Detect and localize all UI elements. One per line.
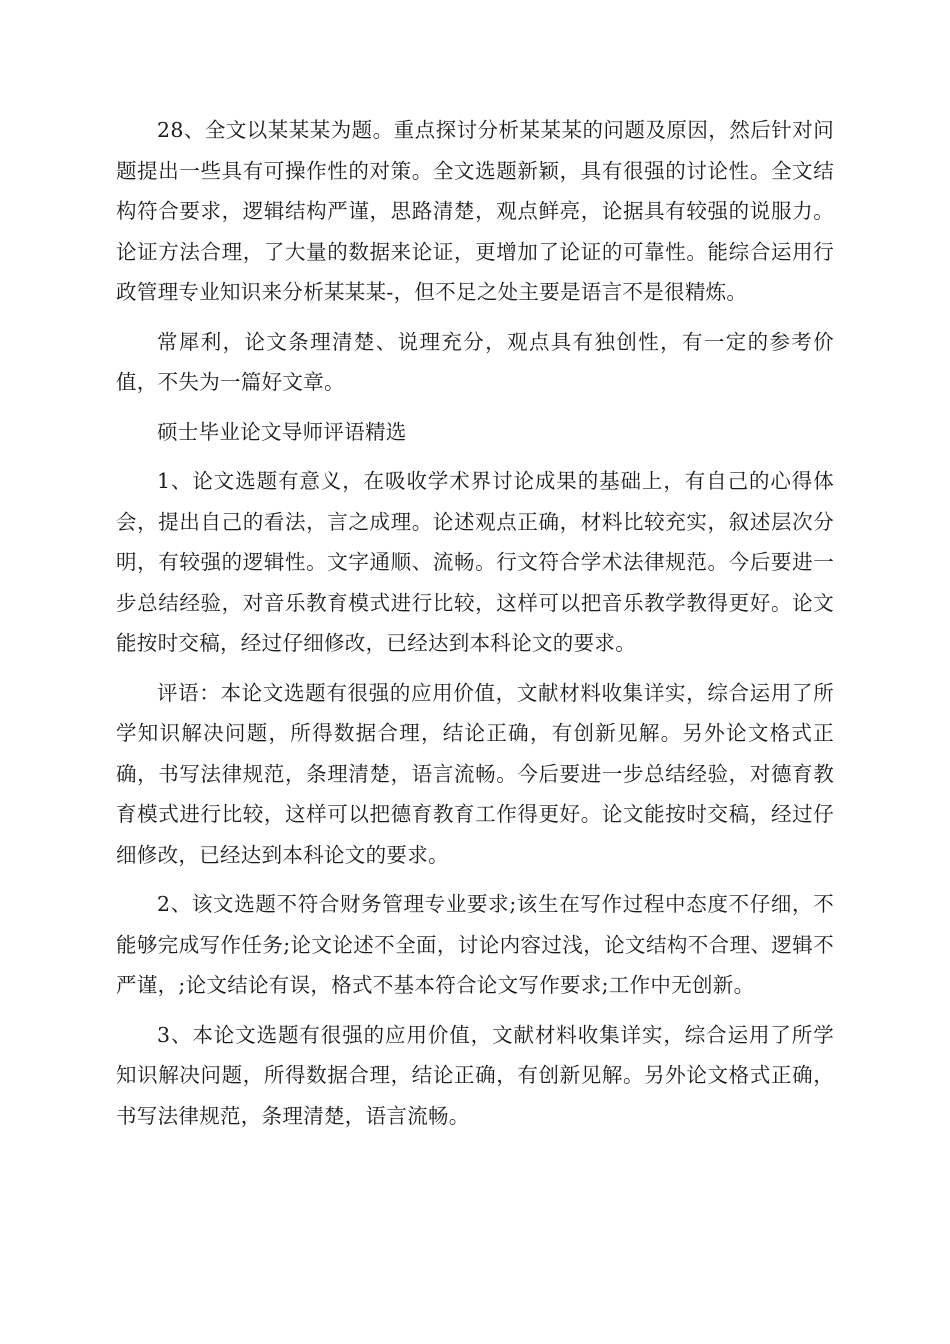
paragraph-evaluation-3: 3、本论文选题有很强的应用价值，文献材料收集详实，综合运用了所学知识解决问题，所得数据合理，结论正确，有创新见解。另外论文格式正确，书写法律规范，条理清楚，语言流畅。	[116, 1022, 834, 1128]
paragraph-evaluation-1: 1、论文选题有意义，在吸收学术界讨论成果的基础上，有自己的心得体会，提出自己的看法，言之成理。论述观点正确，材料比较充实，叙述层次分明，有较强的逻辑性。文字通顺、流畅。行文符合学术法律规范。今后要进一步总结经验，对音乐教育模式进行比较，这样可以把音乐教学教得更好。论文能按时交稿，经过仔细修改，已经达到本科论文的要求。	[116, 469, 834, 655]
document-body	[116, 110, 834, 1145]
paragraph-evaluation-28: 28、全文以某某某为题。重点探讨分析某某某的问题及原因，然后针对问题提出一些具有可操作性的对策。全文选题新颖，具有很强的讨论性。全文结构符合要求，逻辑结构严谨，思路清楚，观点鲜亮，论据具有较强的说服力。论证方法合理，了大量的数据来论证，更增加了论证的可靠性。能综合运用行政管理专业知识来分析某某某-，但不足之处主要是语言不是很精炼。	[116, 118, 834, 304]
section-heading: 硕士毕业论文导师评语精选	[157, 419, 407, 444]
paragraph-evaluation-2: 2、该文选题不符合财务管理专业要求;该生在写作过程中态度不仔细，不能够完成写作任务;论文论述不全面，讨论内容过浅，论文结构不合理、逻辑不严谨，;论文结论有误，格式不基本符合论文写作要求;工作中无创新。	[116, 892, 834, 997]
paragraph-evaluation-comment: 评语：本论文选题有很强的应用价值，文献材料收集详实，综合运用了所学知识解决问题，所得数据合理，结论正确，有创新见解。另外论文格式正确，书写法律规范，条理清楚，语言流畅。今后要进一步总结经验，对德育教育模式进行比较，这样可以把德育教育工作得更好。论文能按时交稿，经过仔细修改，已经达到本科论文的要求。	[116, 680, 834, 867]
paragraph-evaluation-summary: 常犀利，论文条理清楚、说理充分，观点具有独创性，有一定的参考价值，不失为一篇好文章。	[116, 329, 834, 394]
